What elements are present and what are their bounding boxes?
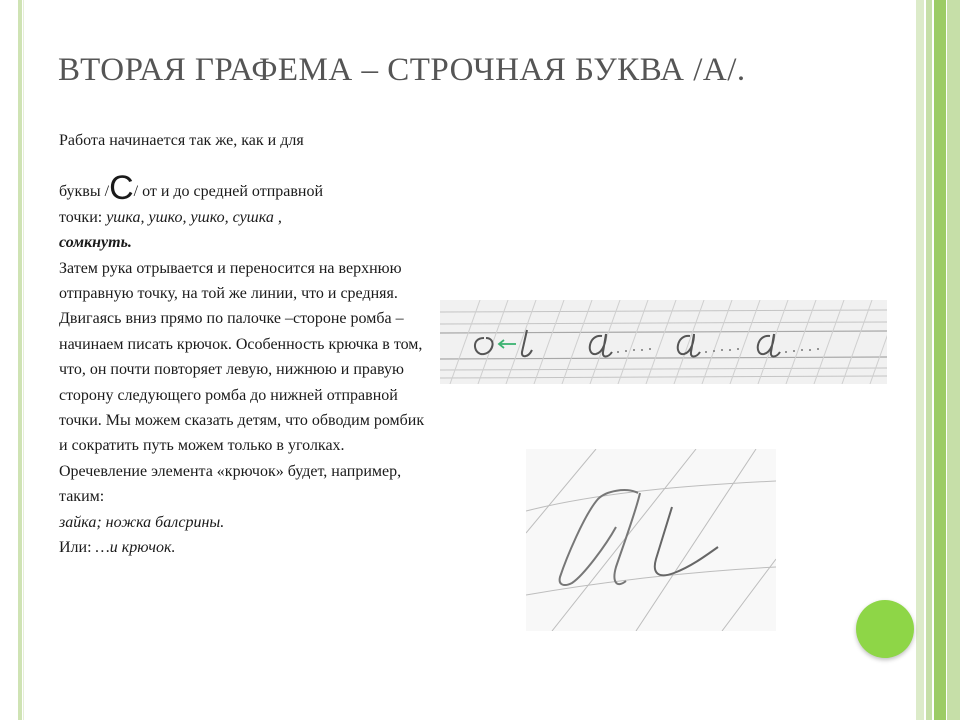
decorative-green-circle	[856, 600, 914, 658]
handwriting-letter-a-closeup-image	[526, 449, 776, 631]
body-line-1	[59, 128, 429, 153]
line1-text: Работа начинается так же, как и для	[59, 132, 304, 149]
example2-italic: …и крючок.	[95, 539, 176, 557]
slide-title: ВТОРАЯ ГРАФЕМА – СТРОЧНАЯ БУКВА /А/.	[58, 52, 746, 88]
body-line-4	[59, 230, 429, 255]
right-stripe-3	[934, 0, 946, 720]
line3-italic: ушка, ушко, ушко, сушка ,	[106, 208, 282, 226]
paragraph-3: Оречевление элемента «крючок» будет, например, таким:	[59, 462, 402, 506]
letter-a-closeup-svg	[526, 449, 776, 631]
slide-body	[59, 128, 429, 561]
example-2	[59, 535, 429, 560]
left-border-line-inner	[23, 0, 24, 720]
paragraph-2: Затем рука отрывается и переносится на верхнюю отправную точку, на той же линии, что и средняя. Двигаясь вниз прямо по палочке –стороне ромба – начинаем писать крючок. Особенность крючка в том, что, он почти повторяет левую, нижнюю и правую сторону следующего ромба до нижней отправной точки. Мы можем сказать детям, что обводим ромбик и сократить путь можем только в уголках.	[59, 259, 425, 455]
line2-pre: буквы /	[59, 183, 110, 201]
right-stripe-2	[926, 0, 932, 720]
line4-bold-italic: сомкнуть.	[59, 234, 132, 252]
right-stripe-4	[947, 0, 960, 720]
handwriting-strip-image	[440, 300, 887, 384]
left-border-line	[18, 0, 22, 720]
body-line-3	[59, 205, 429, 230]
example-1: зайка; ножка балсрины.	[59, 513, 225, 531]
line3-pre: точки:	[59, 208, 107, 226]
line2-post: / от и до средней отправной	[133, 183, 324, 201]
body-line-2	[59, 169, 429, 208]
example2-pre: Или:	[59, 539, 96, 557]
right-stripe-1	[916, 0, 924, 720]
handwriting-strip-svg	[440, 300, 887, 384]
big-letter-c: С	[109, 169, 134, 208]
